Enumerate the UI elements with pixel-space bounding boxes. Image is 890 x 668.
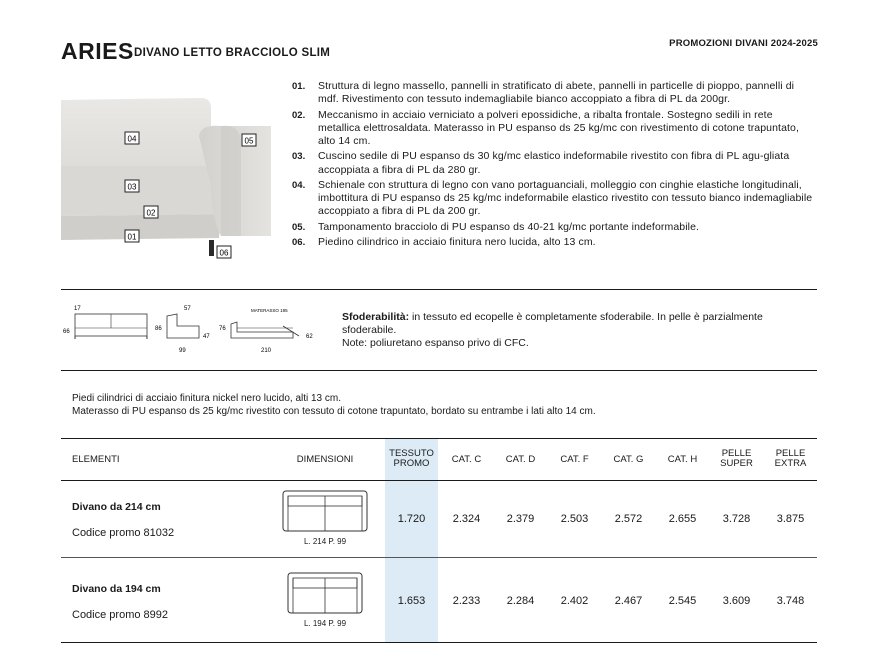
promo-heading: PROMOZIONI DIVANI 2024-2025 [669,38,818,49]
dimension-drawings [61,302,331,362]
price-f: 2.402 [560,595,589,607]
dim-front-arm: 17 [74,306,81,312]
product-subtitle: DIVANO LETTO BRACCIOLO SLIM [134,47,331,59]
callout-01: 01 [127,232,137,242]
price-extra: 3.875 [776,513,805,525]
header-rule [61,480,817,481]
price-extra: 3.748 [776,595,805,607]
sofa-plan-icon [287,572,363,619]
product-title: ARIES [61,38,134,64]
row-rule [61,557,817,558]
callout-05: 05 [244,136,254,146]
row-code: Codice promo 81032 [72,527,175,539]
dim-side-depth-top: 57 [184,306,191,312]
price-d: 2.379 [506,513,535,525]
spec-item: 04. Schienale con struttura di legno con vano portaguanciali, molleggio con cinghie elastiche longitudinali, imbottitura di PU espanso ds 25 kg/mc indeformabile elastico rivestito con tessuto bianco indemagliabile accoppiato a fibra di PL da 200 gr. [292,178,813,218]
dim-bed-length: 210 [261,348,272,354]
divider [61,370,817,371]
price-c: 2.233 [452,595,481,607]
dim-bed-height: 76 [219,326,226,332]
divider [61,289,817,290]
price-promo: 1.653 [397,595,426,607]
sofa-plan-icon [282,490,368,537]
col-cat-f: CAT. F [560,454,589,465]
col-cat-h: CAT. H [667,454,698,465]
callout-03: 03 [127,182,137,192]
dim-front-height: 66 [63,329,70,335]
row-name: Divano da 214 cm [72,501,161,513]
price-g: 2.572 [614,513,643,525]
dim-bed-label: MATERASSO 195 [251,308,288,313]
spec-item: 01. Struttura di legno massello, pannelli in stratificato di abete, pannelli in particelle di pioppo, pannelli di mdf. Rivestimento con tessuto indemagliabile bianco accoppiato a fibra di PL da 200gr. [292,80,795,106]
table-top-rule [61,438,817,439]
callout-02: 02 [146,208,156,218]
price-c: 2.324 [452,513,481,525]
feet-description: Piedi cilindrici di acciaio finitura nickel nero lucido, alti 13 cm. Materasso di PU espanso ds 25 kg/mc rivestito con tessuto di cotone trapuntato, bordato su entrambe i lati alto 14 cm. [72,393,596,417]
callout-04: 04 [127,134,137,144]
dim-side-seat: 47 [203,334,210,340]
dim-side-height: 86 [155,326,162,332]
table-bottom-rule [61,642,817,643]
spec-item: 03. Cuscino sedile di PU espanso ds 30 kg/mc elastico indeformabile rivestito con fibra di PL agu-gliata accoppiata a fibra di PL da 280 gr. [292,150,790,176]
price-super: 3.609 [722,595,751,607]
price-h: 2.545 [668,595,697,607]
price-super: 3.728 [722,513,751,525]
price-promo: 1.720 [397,513,426,525]
col-elementi: ELEMENTI [72,454,120,465]
spec-item: 06. Piedino cilindrico in acciaio finitura nero lucida, alto 13 cm. [292,236,596,249]
sofa-photo [61,96,271,266]
col-cat-d: CAT. D [505,454,536,465]
spec-item: 02. Meccanismo in acciaio verniciato a polveri epossidiche, a ribalta frontale. Sostegno sedili in rete metallica elettrosaldata. Materasso in PU espanso ds 25 kg/mc con rivestimento di cotone trapuntato, alto 14 cm. [292,108,799,147]
dim-side-depth: 99 [179,348,186,354]
price-f: 2.503 [560,513,589,525]
row-code: Codice promo 8992 [72,609,169,621]
col-dimensioni: DIMENSIONI [296,454,354,465]
price-d: 2.284 [506,595,535,607]
row-dim: L. 214 P. 99 [303,537,347,546]
col-pelle-super: PELLE SUPER [720,448,753,469]
price-h: 2.655 [668,513,697,525]
col-cat-g: CAT. G [613,454,644,465]
spec-item: 05. Tamponamento bracciolo di PU espanso ds 40-21 kg/mc portante indeformabile. [292,220,700,233]
col-tessuto-promo: TESSUTO PROMO [389,448,434,469]
row-dim: L. 194 P. 99 [303,619,347,628]
spec-list [292,80,817,252]
row-name: Divano da 194 cm [72,583,161,595]
callout-06: 06 [219,248,229,258]
col-pelle-extra: PELLE EXTRA [774,448,807,469]
price-g: 2.467 [614,595,643,607]
removability-note: Sfoderabilità: in tessuto ed ecopelle è completamente sfoderabile. In pelle è parzialmente sfoderabile. Note: poliuretano espanso privo di CFC. [342,311,763,349]
dim-bed-low: 62 [306,334,313,340]
col-cat-c: CAT. C [451,454,482,465]
